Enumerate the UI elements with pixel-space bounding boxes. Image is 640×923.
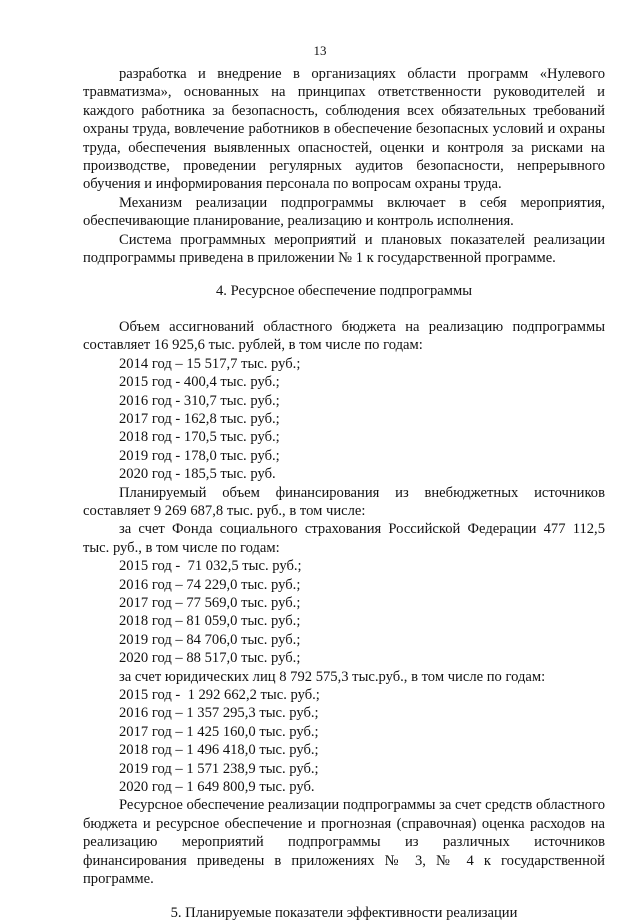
list-item: 2016 год – 1 357 295,3 тыс. руб.; <box>119 705 319 722</box>
legal-entities-paragraph: за счет юридических лиц 8 792 575,3 тыс.руб., в том числе по годам: <box>119 668 546 685</box>
list-item: 2020 год – 88 517,0 тыс. руб.; <box>119 650 301 667</box>
section-4-heading: 4. Ресурсное обеспечение подпрограммы <box>215 283 472 300</box>
list-item: 2016 год - 310,7 тыс. руб.; <box>119 392 280 409</box>
list-item: 2017 год – 77 569,0 тыс. руб.; <box>119 594 301 611</box>
list-item: 2014 год – 15 517,7 тыс. руб.; <box>119 355 301 372</box>
fss-paragraph: за счет Фонда социального страхования Российской Федерации 477 112,5 тыс. руб., в том числе по годам: <box>83 521 605 556</box>
list-item: 2018 год – 81 059,0 тыс. руб.; <box>119 613 301 630</box>
list-item: 2020 год - 185,5 тыс. руб. <box>119 466 276 483</box>
section-5-heading: 5. Планируемые показатели эффективности реализации <box>170 905 518 922</box>
document-body <box>83 65 605 923</box>
list-item: 2019 год - 178,0 тыс. руб.; <box>119 447 280 464</box>
mechanism-paragraph: Механизм реализации подпрограммы включает в себя мероприятия, обеспечивающие планирование, реализацию и контроль исполнения. <box>83 194 605 230</box>
regional-budget-paragraph: Объем ассигнований областного бюджета на реализацию подпрограммы составляет 16 925,6 тыс. рублей, в том числе по годам: <box>83 318 605 354</box>
list-item: 2018 год – 1 496 418,0 тыс. руб.; <box>119 742 319 759</box>
fss-years-list <box>83 557 605 667</box>
page-number: 13 <box>313 43 327 58</box>
list-item: 2015 год - 71 032,5 тыс. руб.; <box>119 558 302 575</box>
legal-entities-years-list <box>83 686 605 796</box>
system-paragraph: Система программных мероприятий и плановых показателей реализации подпрограммы приведена в приложении № 1 к государственной программе. <box>83 231 605 267</box>
list-item: 2019 год – 84 706,0 тыс. руб.; <box>119 631 301 648</box>
list-item: 2017 год - 162,8 тыс. руб.; <box>119 410 280 427</box>
list-item: 2015 год - 1 292 662,2 тыс. руб.; <box>119 687 320 703</box>
list-item: 2018 год - 170,5 тыс. руб.; <box>119 429 280 446</box>
list-item: 2020 год – 1 649 800,9 тыс. руб. <box>119 779 315 796</box>
list-item: 2015 год - 400,4 тыс. руб.; <box>119 374 280 391</box>
list-item: 2019 год – 1 571 238,9 тыс. руб.; <box>119 760 319 777</box>
resource-closing-paragraph: Ресурсное обеспечение реализации подпрограммы за счет средств областного бюджета и ресурсное обеспечение и прогнозная (справочная) оценка расходов на реализацию мероприятий подпрограммы из различных источников финансирования приведены в приложениях № 3, № 4 к государственной программе. <box>83 797 605 888</box>
list-item: 2016 год – 74 229,0 тыс. руб.; <box>119 576 301 593</box>
intro-continuation-paragraph: разработка и внедрение в организациях области программ «Нулевого травматизма», основанных на принципах ответственности руководителей и каждого работника за безопасность, соблюдения всех обязательных требований охраны труда, вовлечение работников в обеспечение безопасных условий и охраны труда, обеспечения выявленных опасностей, оценки и контроля за рисками на производстве, проведении регулярных аудитов безопасности, непрерывного обучения и информирования персонала по вопросам охраны труда. <box>83 66 605 193</box>
extrabudget-paragraph: Планируемый объем финансирования из внебюджетных источников составляет 9 269 687,8 тыс. руб., в том числе: <box>83 484 605 519</box>
list-item: 2017 год – 1 425 160,0 тыс. руб.; <box>119 723 319 740</box>
regional-budget-years-list <box>83 355 605 484</box>
